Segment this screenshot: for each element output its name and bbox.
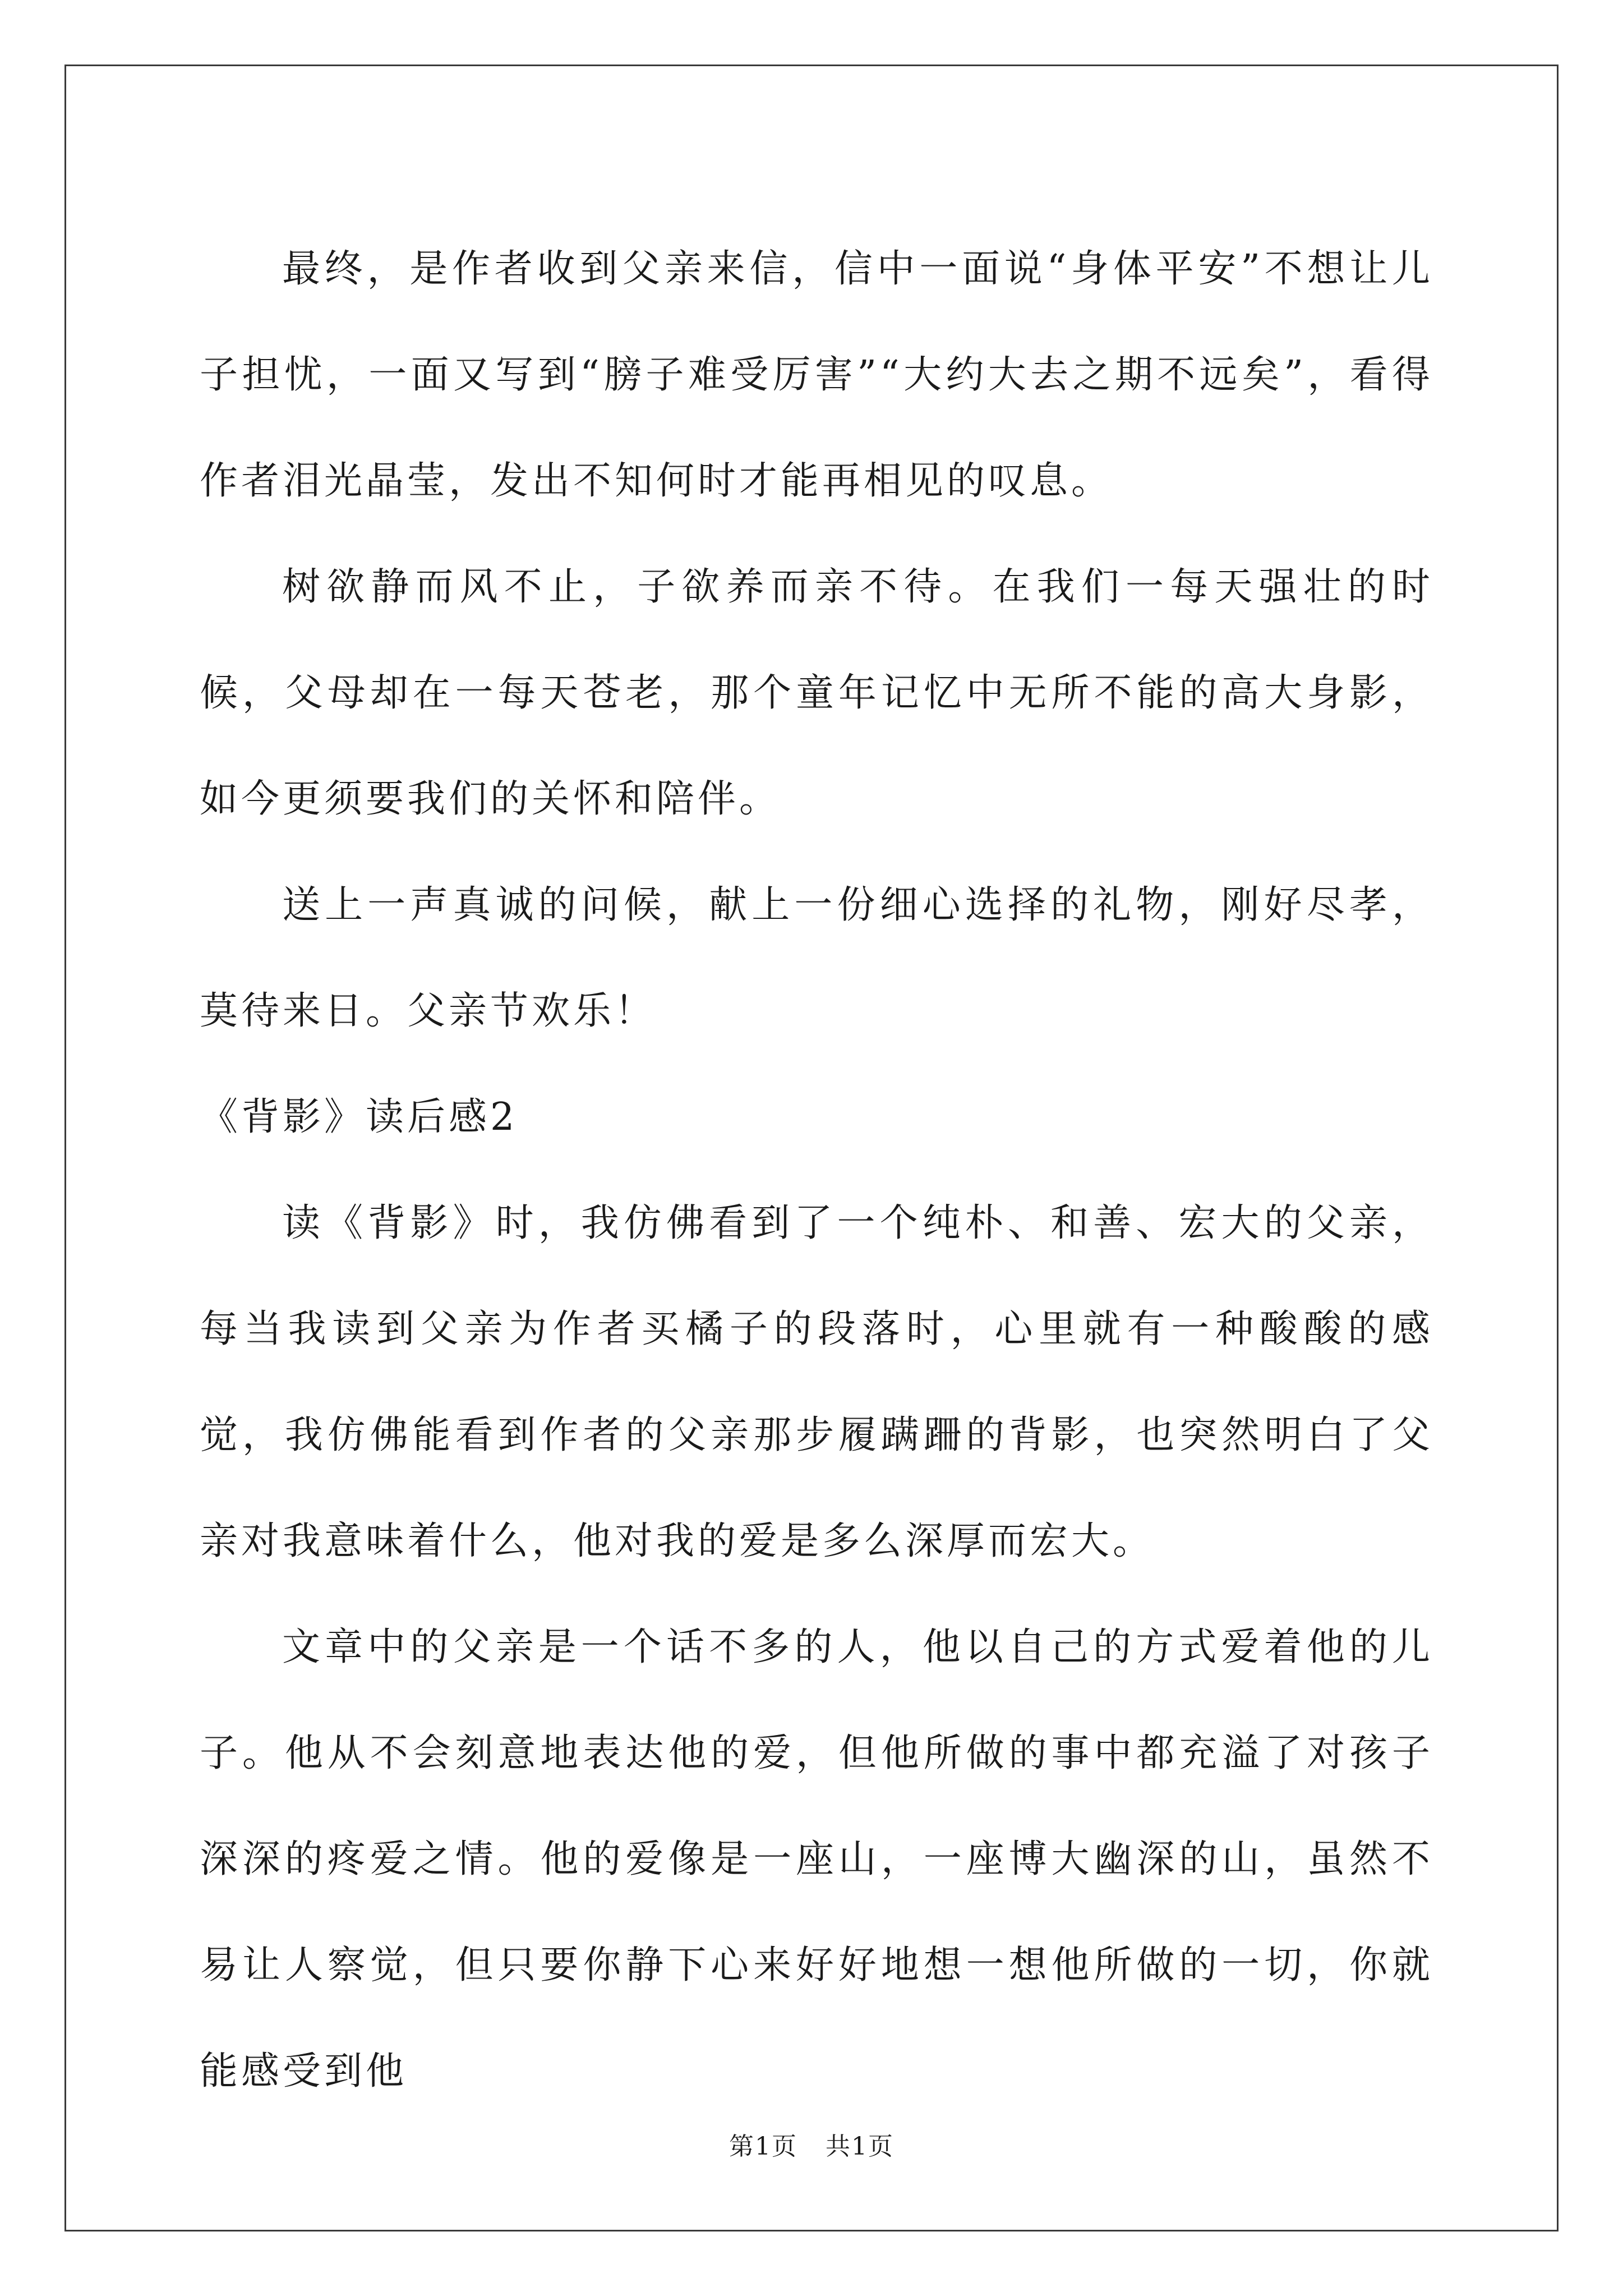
- paragraph: 最终，是作者收到父亲来信，信中一面说“身体平安”不想让儿子担忧，一面又写到“膀子难受厉害”“大约大去之期不远矣”，看得作者泪光晶莹，发出不知何时才能再相见的叹息。: [200, 247, 1433, 503]
- section-title: 《背影》读后感2: [200, 1095, 518, 1139]
- paragraph: 读《背影》时，我仿佛看到了一个纯朴、和善、宏大的父亲，每当我读到父亲为作者买橘子的段落时，心里就有一种酸酸的感觉，我仿佛能看到作者的父亲那步履蹒跚的背影，也突然明白了父亲对我意味着什么，他对我的爱是多么深厚而宏大。: [200, 1201, 1433, 1563]
- page-number: 第1页: [729, 2132, 797, 2161]
- document-body: [200, 216, 1433, 2124]
- paragraph: 送上一声真诚的问候，献上一份细心选择的礼物，刚好尽孝，莫待来日。父亲节欢乐！: [200, 883, 1433, 1033]
- page-footer: [0, 2126, 1623, 2162]
- paragraph: 文章中的父亲是一个话不多的人，他以自己的方式爱着他的儿子。他从不会刻意地表达他的爱，但他所做的事中都充溢了对孩子深深的疼爱之情。他的爱像是一座山，一座博大幽深的山，虽然不易让人察觉，但只要你静下心来好好地想一想他所做的一切，你就能感受到他: [200, 1625, 1433, 2093]
- page-total: 共1页: [826, 2132, 894, 2161]
- paragraph: 树欲静而风不止，子欲养而亲不待。在我们一每天强壮的时候，父母却在一每天苍老，那个童年记忆中无所不能的高大身影，如今更须要我们的关怀和陪伴。: [200, 565, 1433, 821]
